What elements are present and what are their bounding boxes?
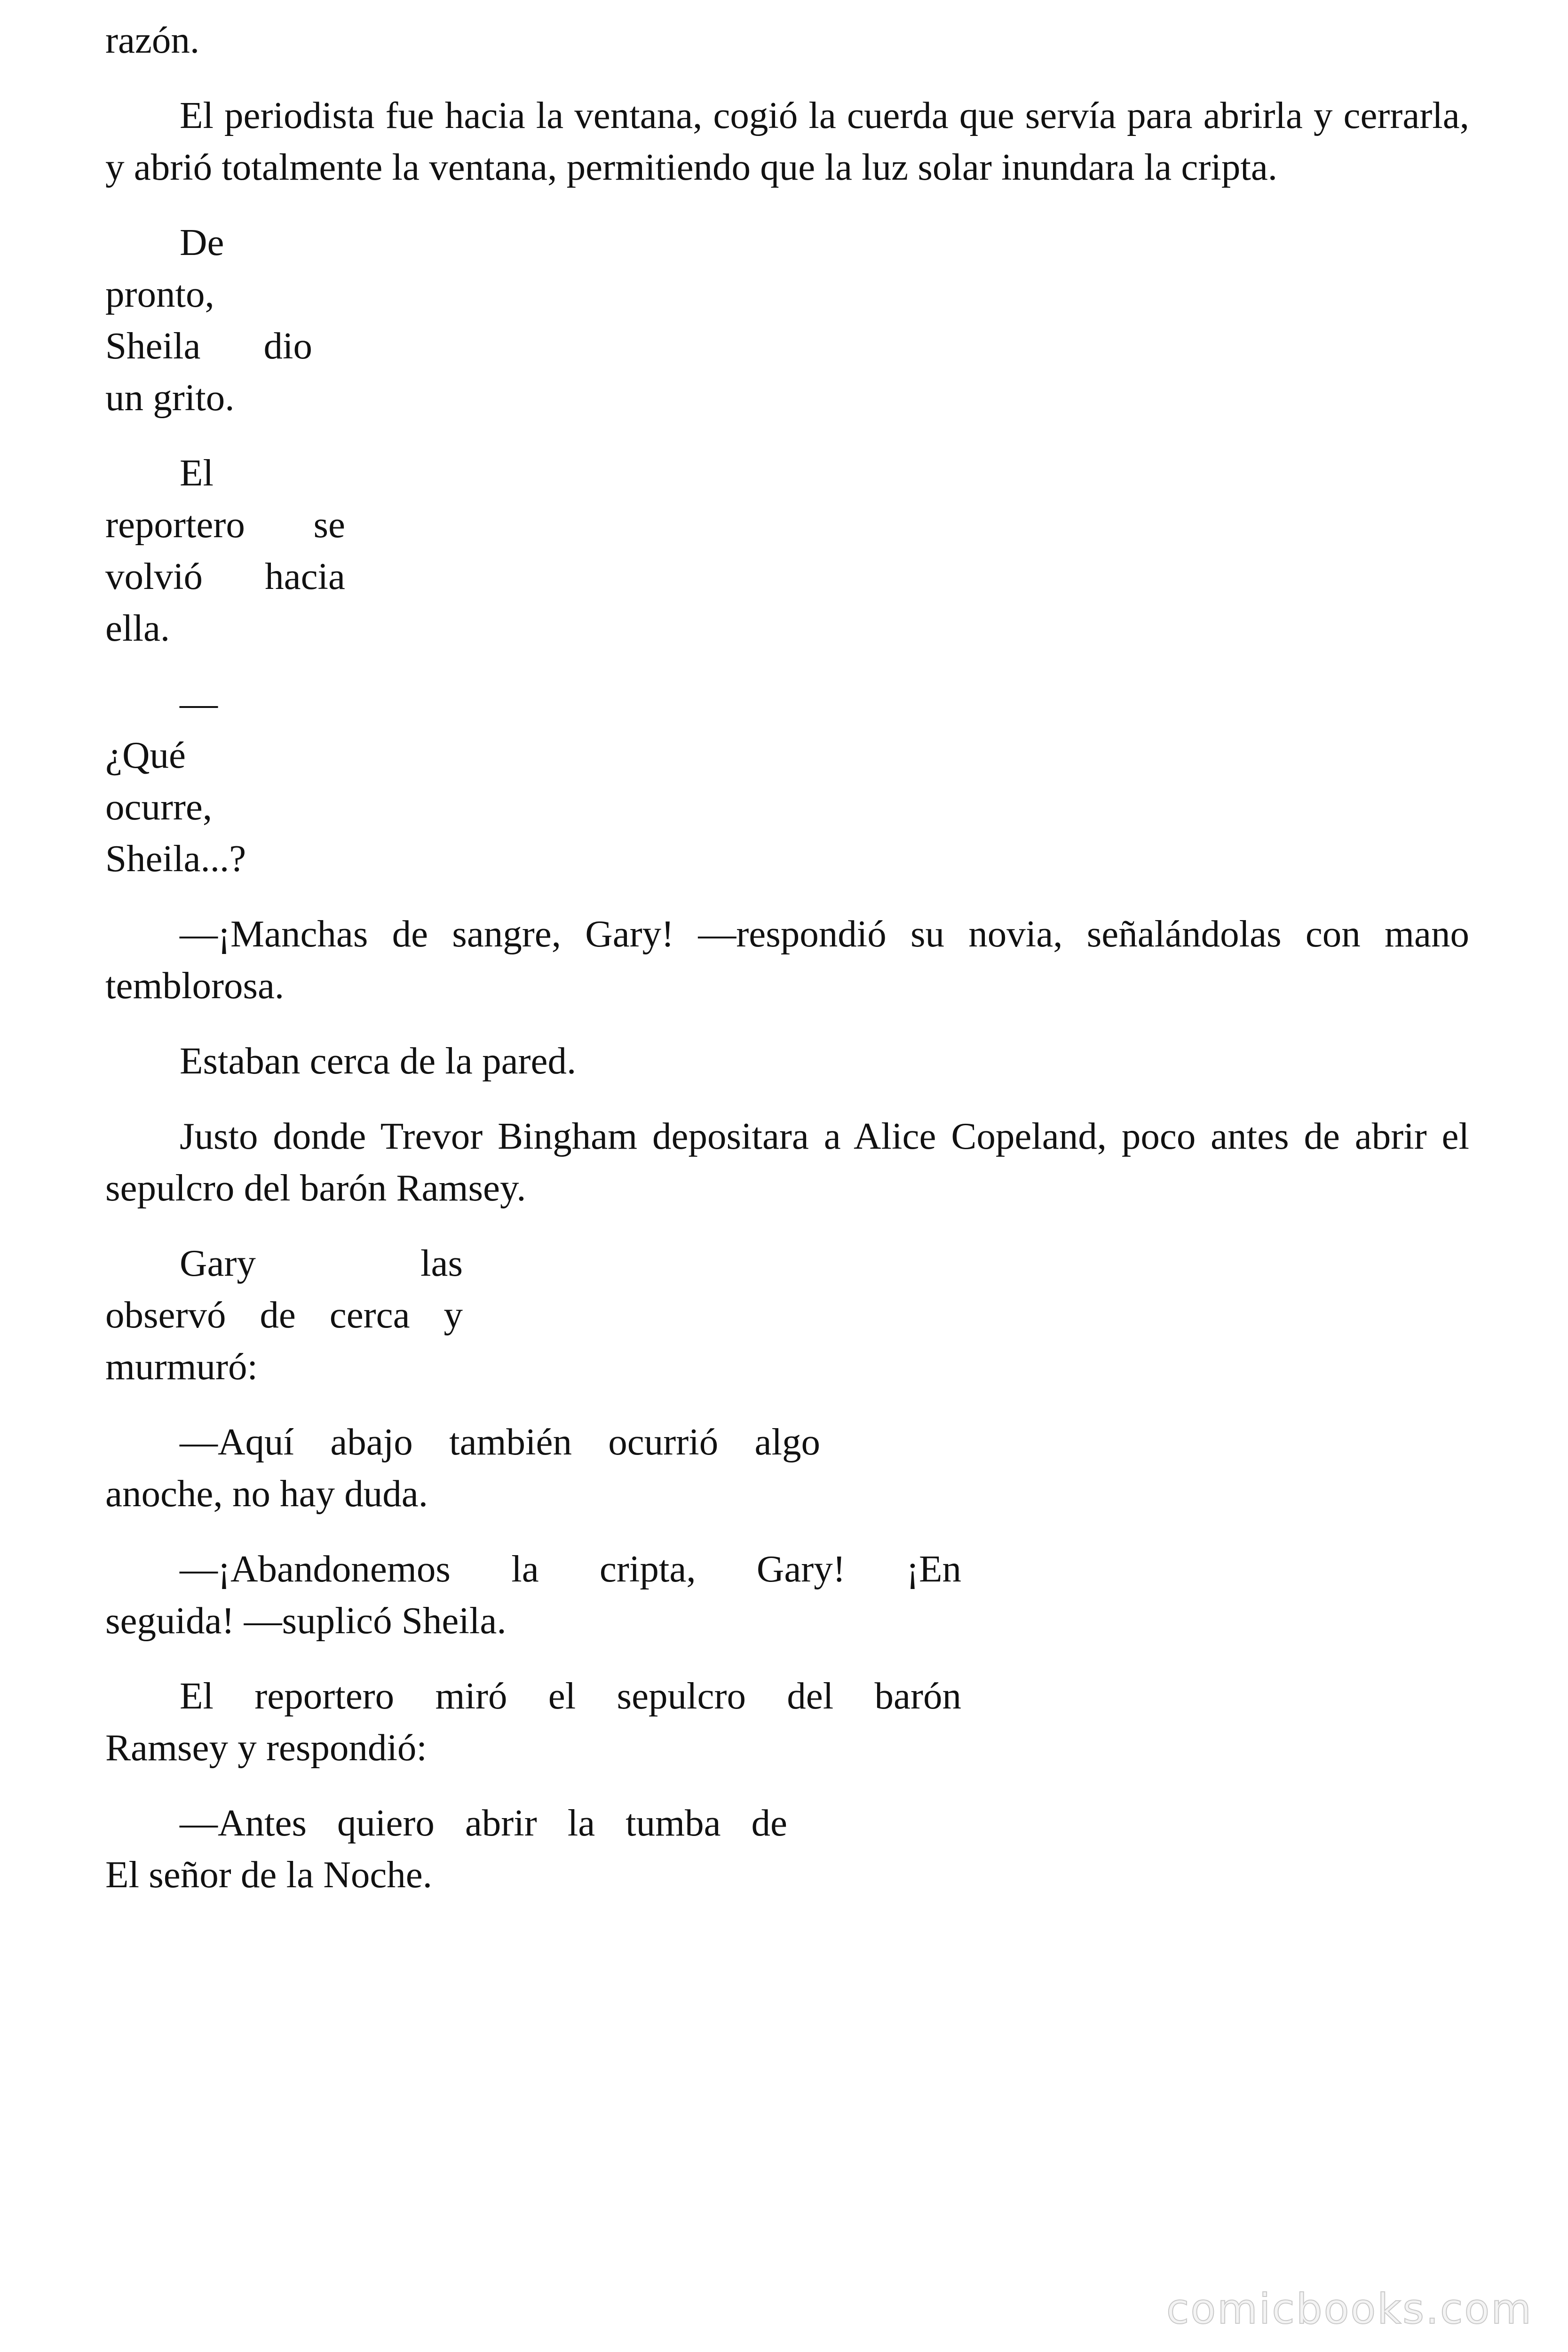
paragraph-narrow <box>105 677 331 884</box>
paragraph-line: observó de cerca y <box>105 1294 463 1336</box>
paragraph-line: murmuró: <box>105 1345 258 1388</box>
paragraph-line: Ramsey y respondió: <box>105 1726 427 1769</box>
paragraph-line: De <box>180 221 224 263</box>
paragraph: —¡Manchas de sangre, Gary! —respondió su novia, señalándolas con mano temblorosa. <box>105 913 1469 1007</box>
paragraph-line: El señor de la Noche. <box>105 1853 432 1896</box>
paragraph-narrow <box>105 447 345 654</box>
paragraph-fragment: razón. <box>105 19 200 61</box>
paragraph: El periodista fue hacia la ventana, cogió la cuerda que servía para abrirla y cerrarla, y abrió totalmente la ventana, permitiendo que la luz solar inundara la cripta. <box>105 94 1469 188</box>
paragraph-line: seguida! —suplicó Sheila. <box>105 1599 507 1642</box>
paragraph: Estaban cerca de la pared. <box>180 1040 577 1082</box>
paragraph-line: anoche, no hay duda. <box>105 1472 428 1515</box>
paragraph-line: un grito. <box>105 376 235 419</box>
paragraph-line: — <box>180 682 218 724</box>
paragraph-narrow <box>105 1237 463 1392</box>
paragraph-narrow <box>105 1670 961 1773</box>
paragraph-line: reportero se <box>105 503 345 546</box>
paragraph-narrow <box>105 1416 820 1519</box>
paragraph: Justo donde Trevor Bingham depositara a Alice Copeland, poco antes de abrir el sepulcro del barón Ramsey. <box>105 1115 1469 1209</box>
paragraph-line: El reportero miró el sepulcro del barón <box>180 1675 961 1717</box>
paragraph-line: Sheila...? <box>105 837 246 880</box>
paragraph-line: El <box>180 452 214 494</box>
paragraph-line: Gary las <box>180 1242 463 1284</box>
paragraph-line: ocurre, <box>105 786 213 828</box>
paragraph-narrow <box>105 216 312 423</box>
paragraph-line: —¡Abandonemos la cripta, Gary! ¡En <box>180 1548 961 1590</box>
watermark-logo: comicbooks.com <box>1166 2285 1533 2333</box>
paragraph-line: volvió hacia <box>105 555 345 597</box>
paragraph-line: —Aquí abajo también ocurrió algo <box>180 1421 820 1463</box>
paragraph-line: pronto, <box>105 273 214 315</box>
paragraph-line: ella. <box>105 607 170 649</box>
paragraph-line: —Antes quiero abrir la tumba de <box>180 1802 787 1844</box>
page-text-column <box>105 14 1469 1924</box>
paragraph-narrow <box>105 1797 787 1900</box>
paragraph-line: ¿Qué <box>105 734 186 776</box>
paragraph-narrow <box>105 1543 961 1646</box>
paragraph-line: Sheila dio <box>105 325 312 367</box>
